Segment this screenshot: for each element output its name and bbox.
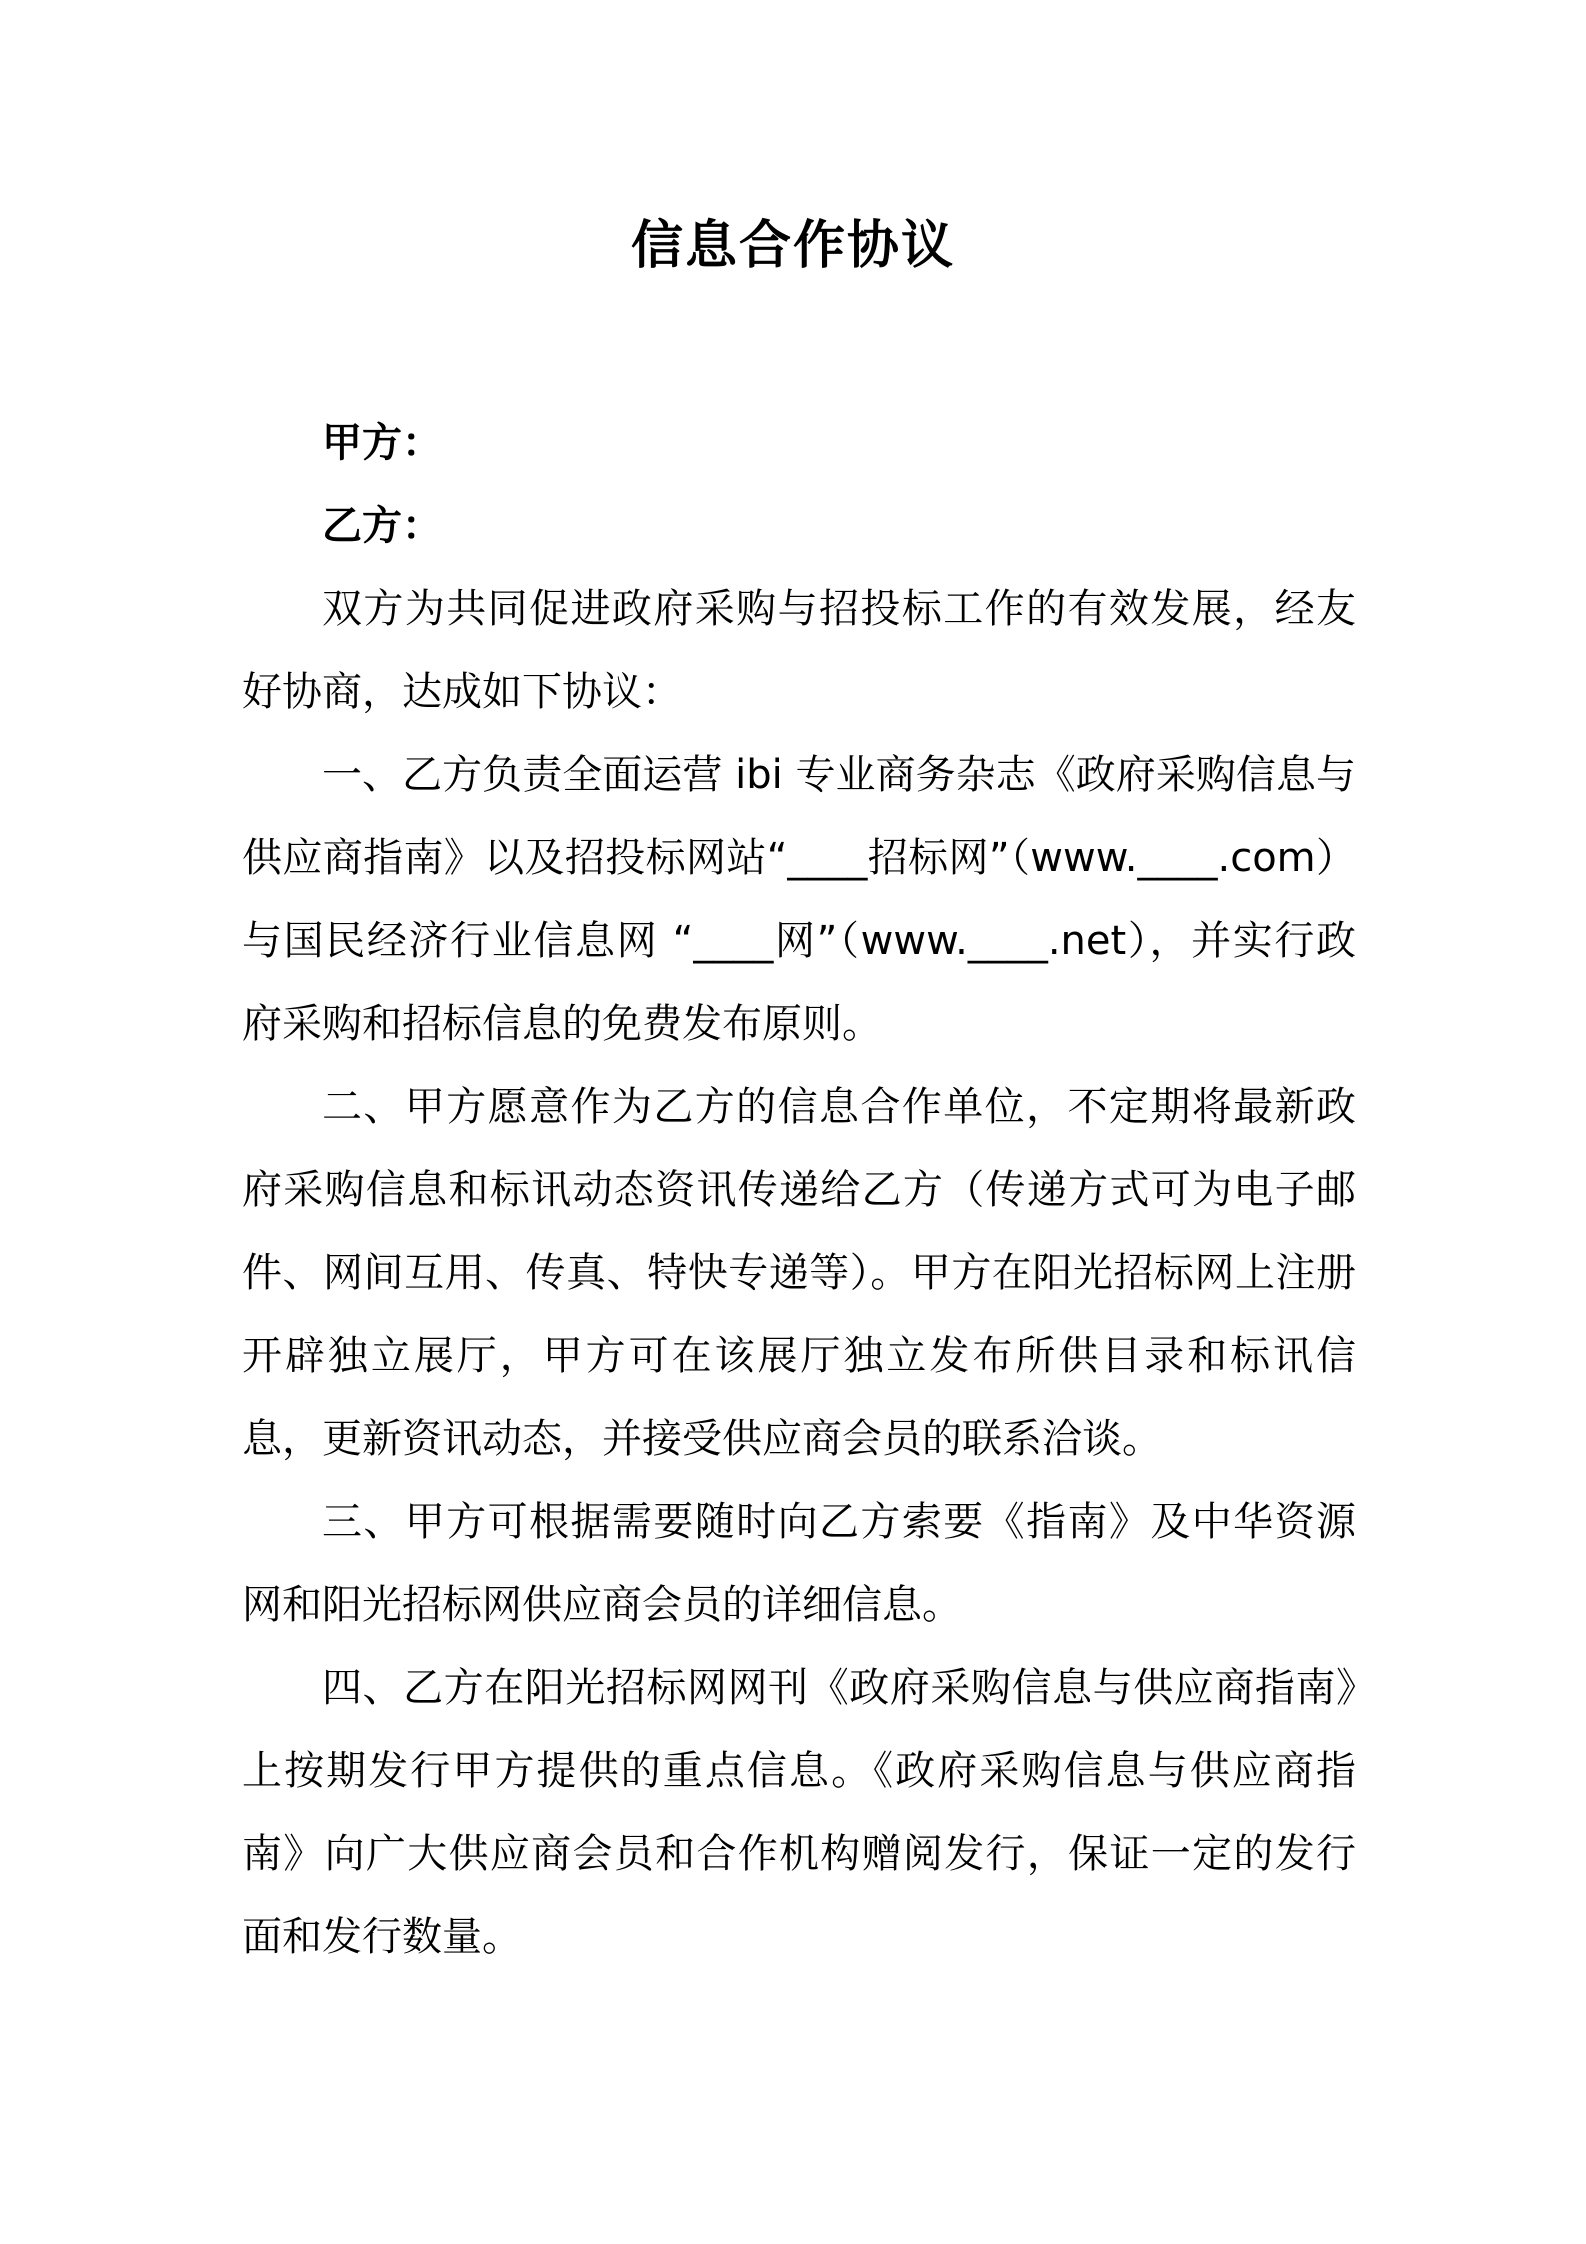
party-a-line: 甲方：	[322, 420, 442, 466]
clause-2-paragraph: 二、甲方愿意作为乙方的信息合作单位，不定期将最新政府采购信息和标讯动态资讯传递给乙方（传递方式可为电子邮件、网间互用、传真、特快专递等）。甲方在阳光招标网上注册开辟独立展厅，甲方可在该展厅独立发布所供目录和标讯信息，更新资讯动态，并接受供应商会员的联系洽谈。	[242, 1084, 1356, 1462]
clause-1-paragraph: 一、乙方负责全面运营 ibi 专业商务杂志《政府采购信息与供应商指南》以及招投标网站“____招标网”（www.____.com）与国民经济行业信息网 “____网”（www.____.net），并实行政府采购和招标信息的免费发布原则。	[242, 752, 1356, 1047]
party-b-line: 乙方：	[322, 503, 442, 549]
intro-paragraph: 双方为共同促进政府采购与招投标工作的有效发展，经友好协商，达成如下协议：	[242, 586, 1356, 715]
clause-3-paragraph: 三、甲方可根据需要随时向乙方索要《指南》及中华资源网和阳光招标网供应商会员的详细信息。	[242, 1499, 1356, 1628]
clause-4-paragraph: 四、乙方在阳光招标网网刊《政府采购信息与供应商指南》上按期发行甲方提供的重点信息。《政府采购信息与供应商指南》向广大供应商会员和合作机构赠阅发行，保证一定的发行面和发行数量。	[242, 1665, 1356, 1960]
document-body	[242, 402, 1356, 1979]
document-title: 信息合作协议	[630, 216, 955, 276]
